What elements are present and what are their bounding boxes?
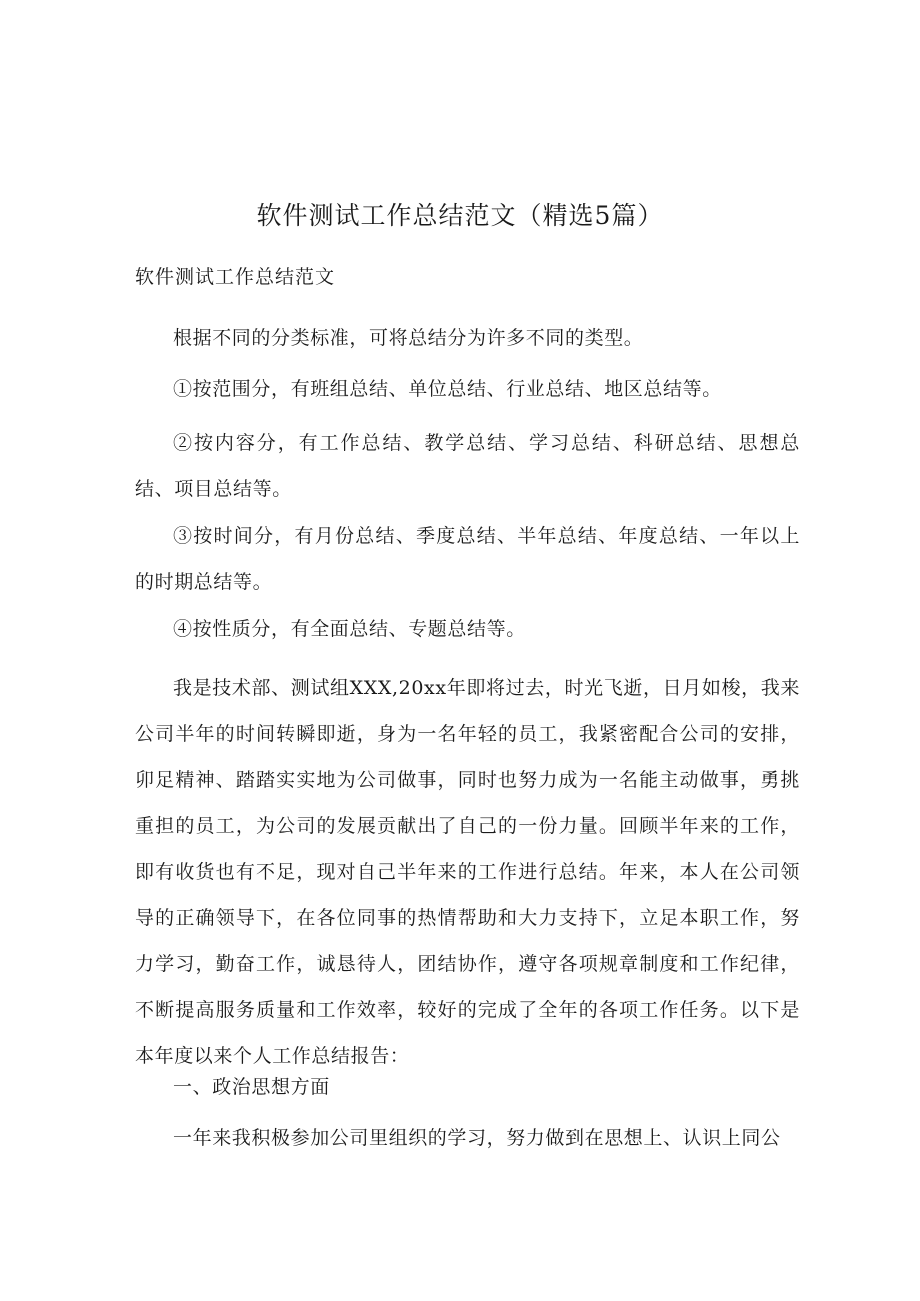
document-title: 软件测试工作总结范文（精选5篇） xyxy=(256,201,664,230)
paragraph-by-content: ②按内容分，有工作总结、教学总结、学习总结、科研总结、思想总结、项目总结等。 xyxy=(135,432,800,500)
paragraph-classification-intro: 根据不同的分类标准，可将总结分为许多不同的类型。 xyxy=(173,327,644,349)
section-heading-political-thought: 一、政治思想方面 xyxy=(173,1076,330,1098)
paragraph-political-thought: 一年来我积极参加公司里组织的学习，努力做到在思想上、认识上同公 xyxy=(173,1127,781,1149)
document-subtitle: 软件测试工作总结范文 xyxy=(135,266,336,288)
paragraph-by-time: ③按时间分，有月份总结、季度总结、半年总结、年度总结、一年以上的时期总结等。 xyxy=(135,525,800,593)
paragraph-by-scope: ①按范围分，有班组总结、单位总结、行业总结、地区总结等。 xyxy=(173,378,722,400)
paragraph-self-introduction: 我是技术部、测试组XXX,20xx年即将过去，时光飞逝，日月如梭，我来公司半年的时间转瞬即逝，身为一名年轻的员工，我紧密配合公司的安排，卯足精神、踏踏实实地为公司做事，同时也努力成为一名能主动做事，勇挑重担的员工，为公司的发展贡献出了自己的一份力量。回顾半年来的工作，即有收货也有不足，现对自己半年来的工作进行总结。年来，本人在公司领导的正确领导下，在各位同事的热情帮助和大力支持下，立足本职工作，努力学习，勤奋工作，诚恳待人，团结协作，遵守各项规章制度和工作纪律，不断提高服务质量和工作效率，较好的完成了全年的各项工作任务。以下是本年度以来个人工作总结报告： xyxy=(135,677,800,1067)
paragraph-by-nature: ④按性质分，有全面总结、专题总结等。 xyxy=(173,618,526,640)
